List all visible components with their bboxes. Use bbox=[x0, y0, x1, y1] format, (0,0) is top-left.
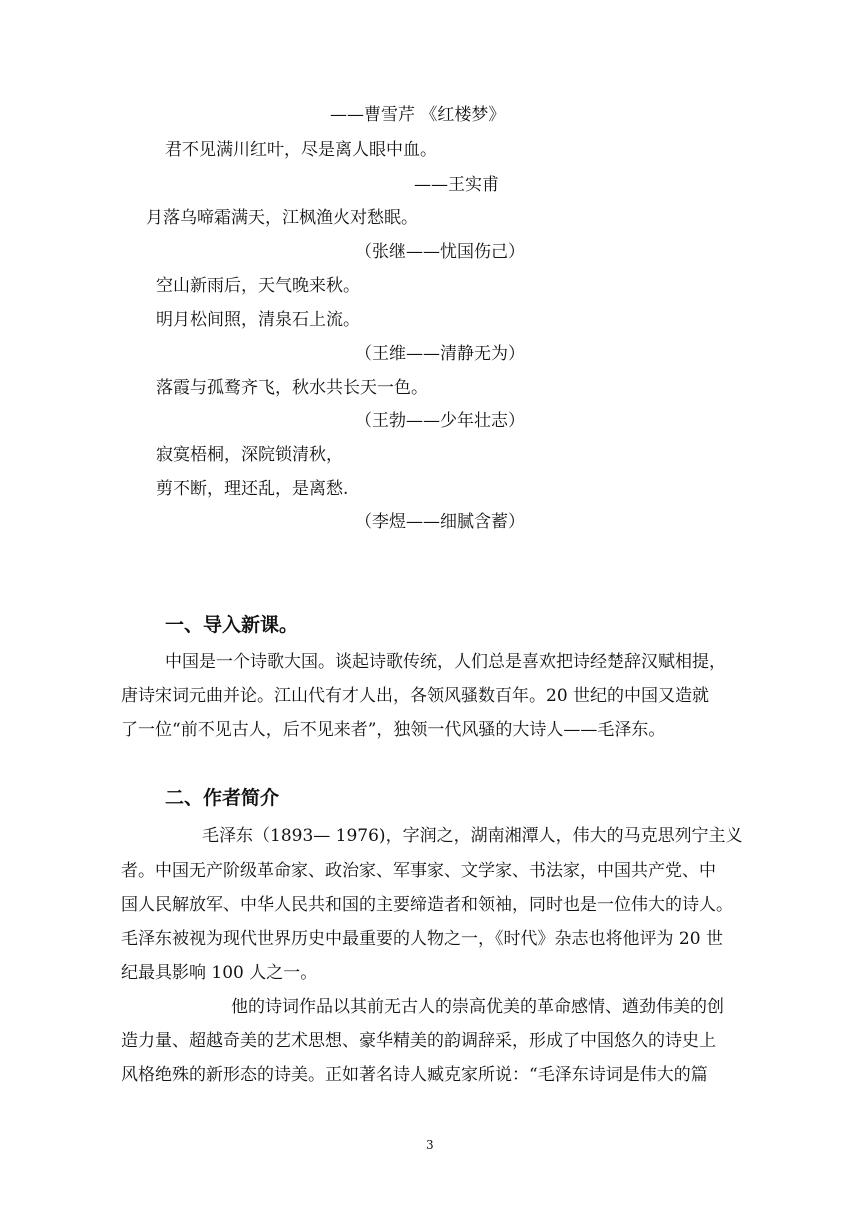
poem-line: 君不见满川红叶，尽是离人眼中血。 bbox=[165, 140, 437, 160]
paragraph-line: 纪最具影响 100 人之一。 bbox=[121, 963, 318, 983]
paragraph-line: 者。中国无产阶级革命家、政治家、军事家、文学家、书法家，中国共产党、中 bbox=[121, 861, 716, 881]
paragraph-line: 唐诗宋词元曲并论。江山代有才人出，各领风骚数百年。20 世纪的中国又造就 bbox=[121, 686, 710, 706]
poem-attribution-zhang-ji: （张继——忧国伤己） bbox=[355, 242, 525, 262]
poem-attribution-wang-shifu: ——王实甫 bbox=[414, 175, 499, 195]
poem-line: 月落乌啼霜满天，江枫渔火对愁眠。 bbox=[146, 208, 418, 228]
paragraph-line: 他的诗词作品以其前无古人的崇高优美的革命感情、遒劲伟美的创 bbox=[231, 997, 724, 1017]
paragraph-line: 了一位“前不见古人，后不见来者”，独领一代风骚的大诗人——毛泽东。 bbox=[121, 720, 666, 740]
paragraph-line: 造力量、超越奇美的艺术思想、豪华精美的韵调辞采，形成了中国悠久的诗史上 bbox=[121, 1031, 716, 1051]
poem-attribution-wang-wei: （王维——清静无为） bbox=[355, 344, 525, 364]
poem-line: 落霞与孤鹜齐飞，秋水共长天一色。 bbox=[156, 378, 428, 398]
page-number: 3 bbox=[426, 1138, 434, 1152]
paragraph-line: 中国是一个诗歌大国。谈起诗歌传统，人们总是喜欢把诗经楚辞汉赋相提， bbox=[165, 652, 726, 672]
poem-line: 剪不断，理还乱，是离愁. bbox=[156, 479, 349, 499]
poem-attribution-wang-bo: （王勃——少年壮志） bbox=[355, 411, 525, 431]
section-heading: 一、导入新课。 bbox=[165, 614, 299, 636]
paragraph-line: 毛泽东被视为现代世界历史中最重要的人物之一，《时代》杂志也将他评为 20 世 bbox=[121, 929, 723, 949]
poem-line: 明月松间照，清泉石上流。 bbox=[156, 310, 360, 330]
poem-attribution-cao-xueqin: ——曹雪芹 《红楼梦》 bbox=[330, 105, 506, 125]
paragraph-line: 毛泽东（1893— 1976)，字润之，湖南湘潭人，伟大的马克思列宁主义 bbox=[202, 826, 743, 846]
poem-attribution-li-yu: （李煜——细腻含蓄） bbox=[355, 512, 525, 532]
paragraph-line: 国人民解放军、中华人民共和国的主要缔造者和领袖，同时也是一位伟大的诗人。 bbox=[121, 895, 733, 915]
paragraph-line: 风格绝殊的新形态的诗美。正如著名诗人臧克家所说：“毛泽东诗词是伟大的篇 bbox=[121, 1065, 708, 1085]
section-heading: 二、作者简介 bbox=[165, 787, 280, 809]
poem-line: 空山新雨后，天气晚来秋。 bbox=[156, 276, 360, 296]
poem-line: 寂寞梧桐，深院锁清秋， bbox=[156, 445, 343, 465]
